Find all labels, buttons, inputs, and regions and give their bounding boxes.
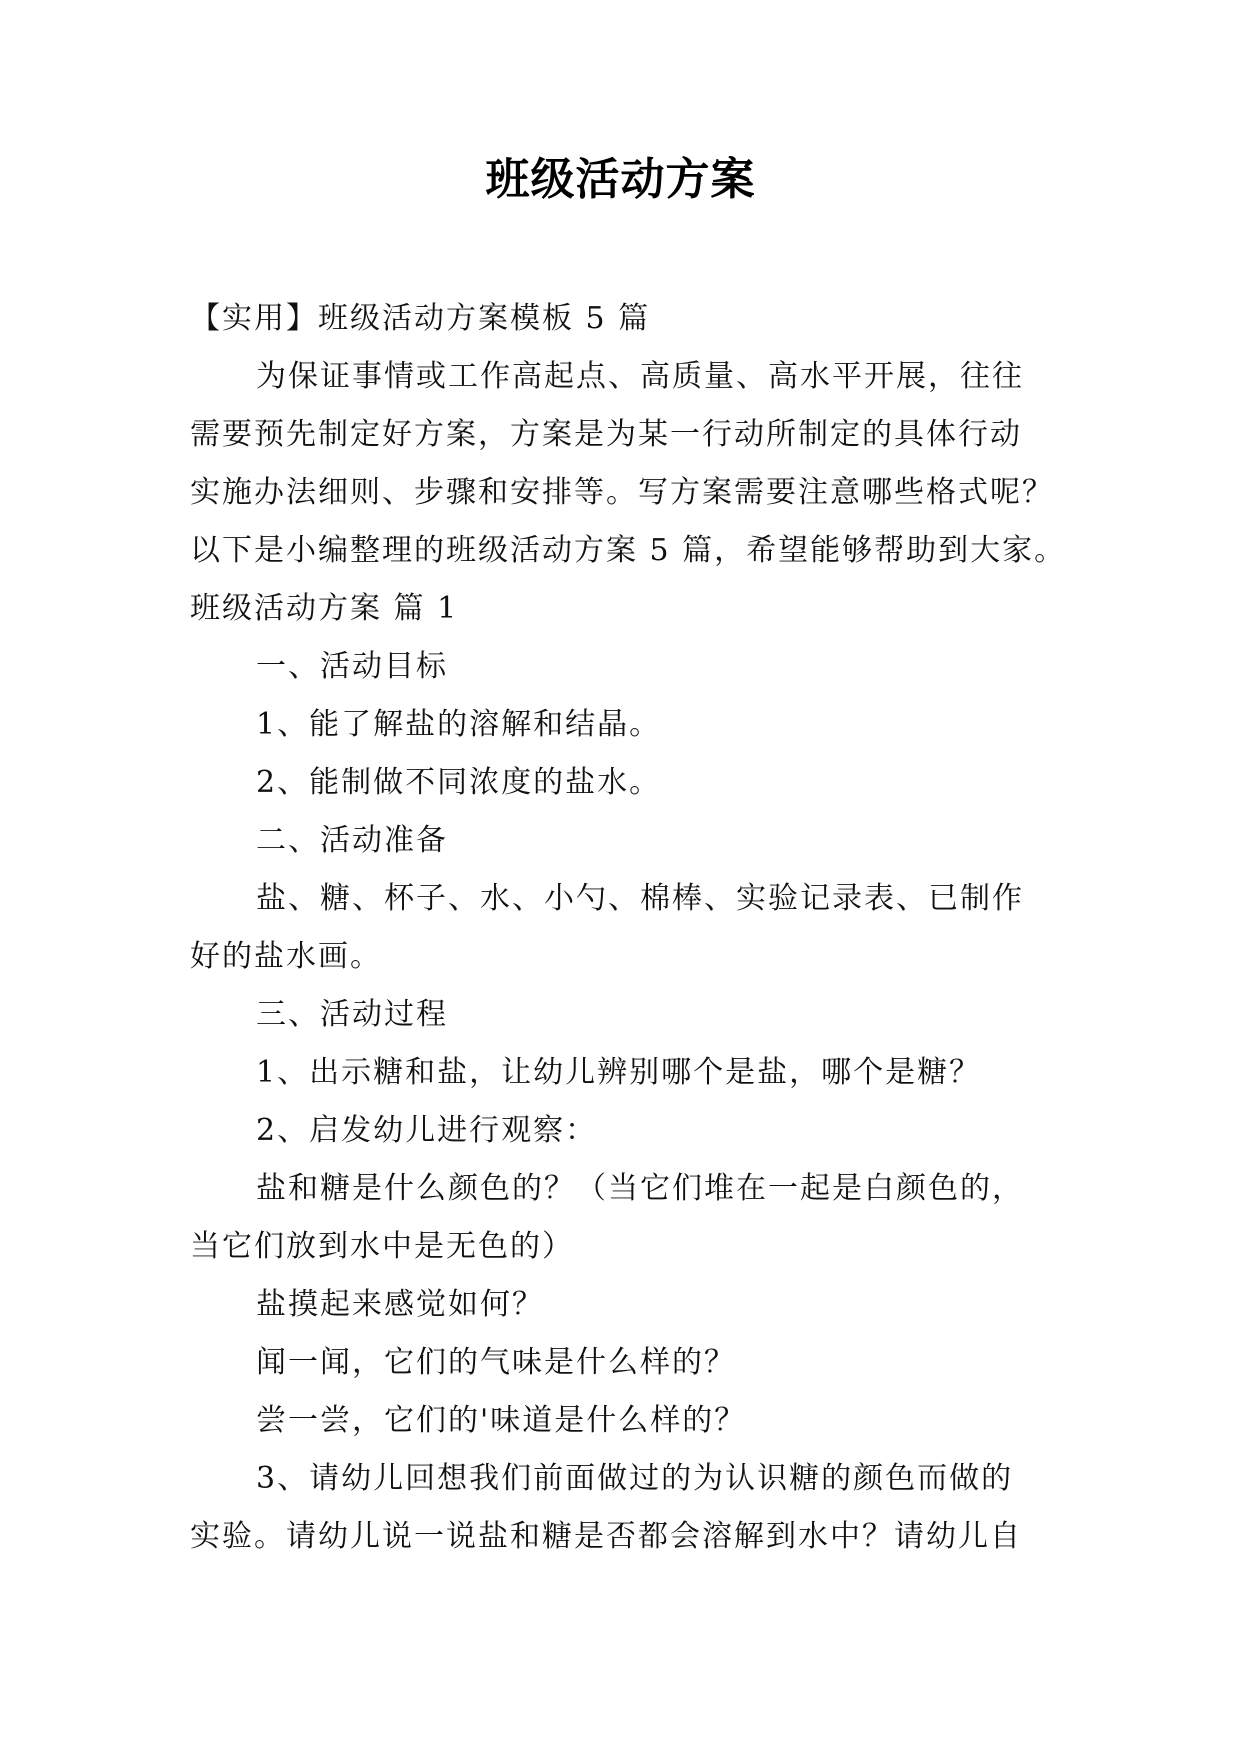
paragraph-line: 盐摸起来感觉如何？ xyxy=(256,1287,544,1322)
subheading-line: 一、活动目标 xyxy=(256,649,448,684)
paragraph-line: 需要预先制定好方案，方案是为某一行动所制定的具体行动 xyxy=(190,417,1022,452)
paragraph-line: 闻一闻，它们的气味是什么样的？ xyxy=(256,1345,736,1380)
list-item: 2、启发幼儿进行观察： xyxy=(256,1113,598,1148)
paragraph-line: 实验。请幼儿说一说盐和糖是否都会溶解到水中？请幼儿自 xyxy=(190,1519,1022,1554)
paragraph-line: 为保证事情或工作高起点、高质量、高水平开展，往往 xyxy=(256,359,1024,394)
document-title: 班级活动方案 xyxy=(485,154,756,205)
list-item: 3、请幼儿回想我们前面做过的为认识糖的颜色而做的 xyxy=(256,1461,1014,1496)
paragraph-line: 实施办法细则、步骤和安排等。写方案需要注意哪些格式呢？ xyxy=(190,475,1054,510)
list-item: 1、能了解盐的溶解和结晶。 xyxy=(256,707,662,742)
subheading-line: 二、活动准备 xyxy=(256,823,448,858)
subtitle-line: 【实用】班级活动方案模板 5 篇 xyxy=(190,301,651,336)
document-body xyxy=(190,290,1067,1566)
list-item: 1、出示糖和盐，让幼儿辨别哪个是盐，哪个是糖？ xyxy=(256,1055,982,1090)
paragraph-line: 尝一尝，它们的'味道是什么样的？ xyxy=(256,1403,747,1438)
paragraph-line: 盐、糖、杯子、水、小勺、棉棒、实验记录表、已制作 xyxy=(256,881,1024,916)
section-heading: 班级活动方案 篇 1 xyxy=(190,591,459,626)
list-item: 2、能制做不同浓度的盐水。 xyxy=(256,765,662,800)
paragraph-line: 好的盐水画。 xyxy=(190,939,382,974)
subheading-line: 三、活动过程 xyxy=(256,997,448,1032)
paragraph-line: 以下是小编整理的班级活动方案 5 篇，希望能够帮助到大家。 xyxy=(190,533,1067,568)
paragraph-line: 当它们放到水中是无色的） xyxy=(190,1229,574,1264)
paragraph-line: 盐和糖是什么颜色的？（当它们堆在一起是白颜色的， xyxy=(256,1171,1024,1206)
